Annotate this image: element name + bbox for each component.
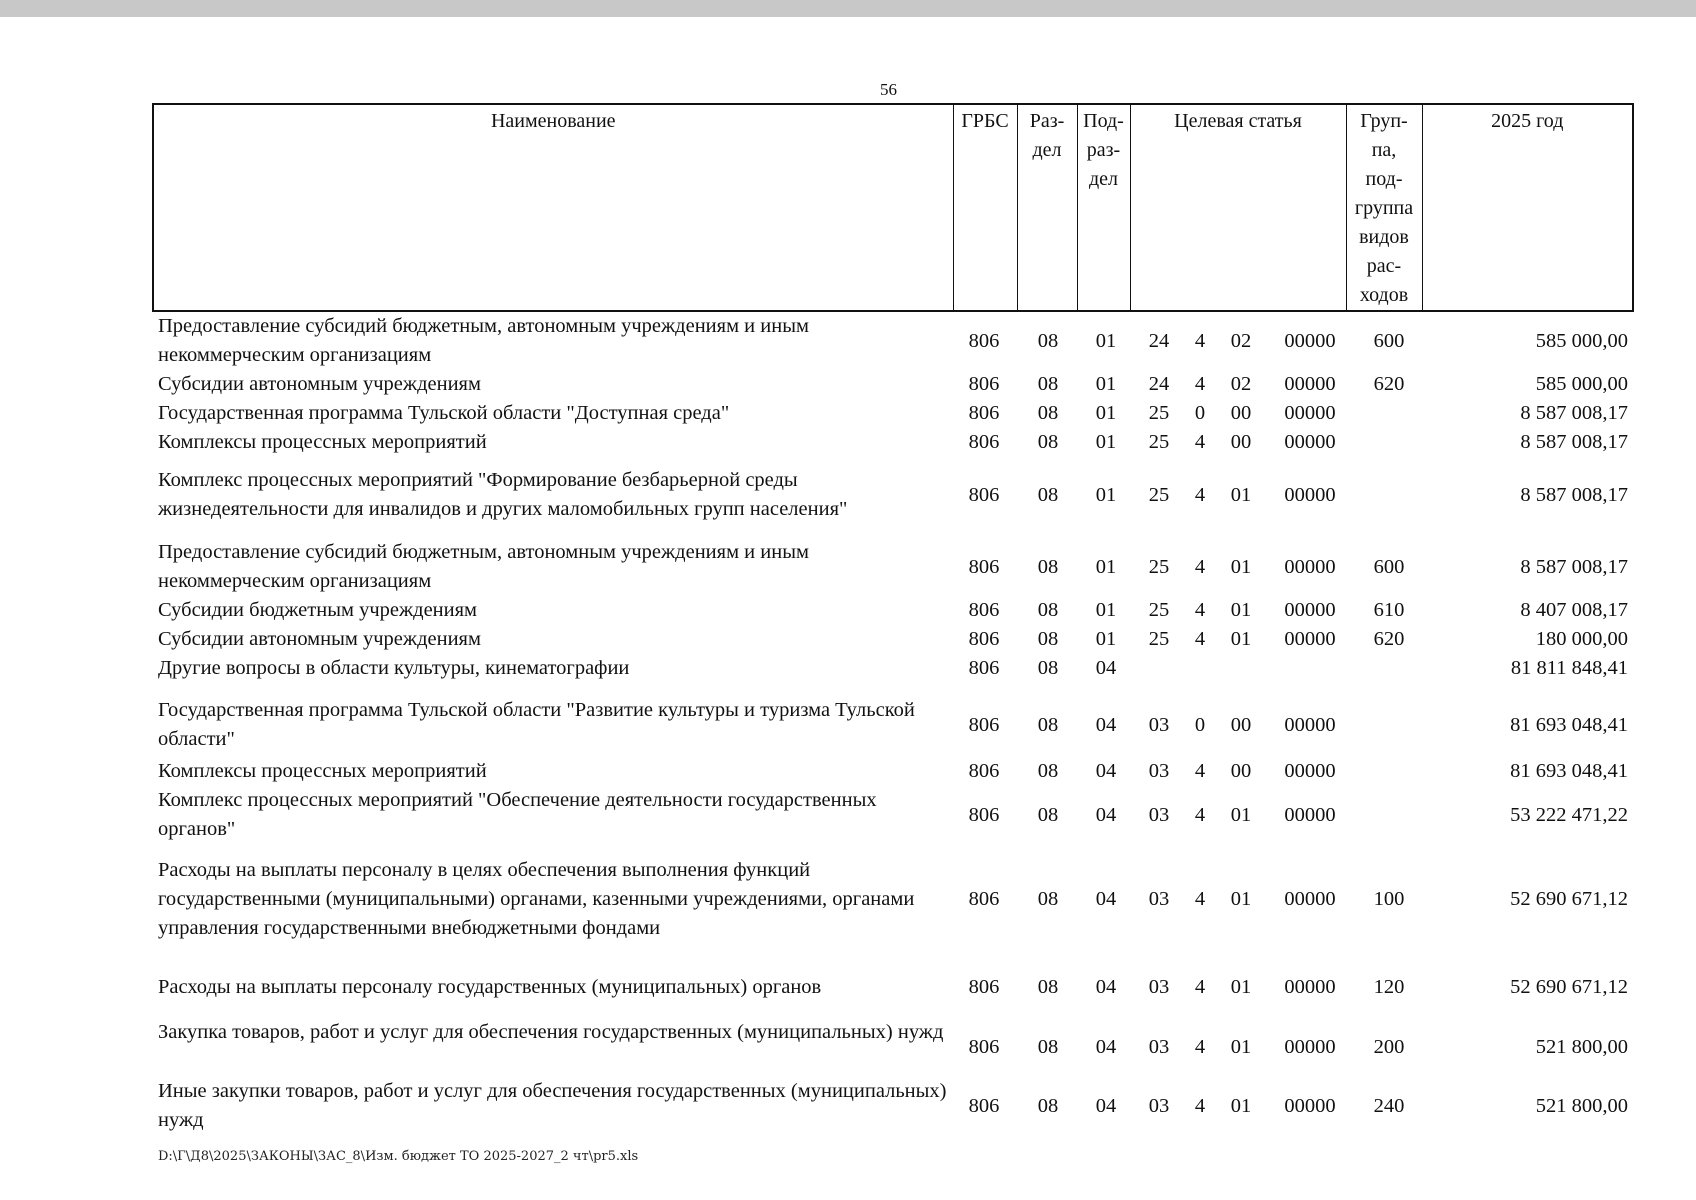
row-t2: 0 [1194,714,1206,736]
row-t3: 00 [1230,431,1252,453]
row-group: 610 [1373,599,1405,621]
row-name: Государственная программа Тульской области "Доступная среда" [158,402,730,424]
row-amount: 53 222 471,22 [1510,804,1628,826]
row-name: Комплексы процессных мероприятий [158,760,487,782]
row-t1: 25 [1148,402,1170,424]
row-name: Государственная программа Тульской области "Развитие культуры и туризма Тульской области" [158,699,915,750]
row-amount: 8 587 008,17 [1520,556,1628,578]
row-t1: 25 [1148,556,1170,578]
row-t1: 25 [1148,599,1170,621]
row-t4: 00000 [1284,760,1336,782]
row-t1: 03 [1148,1036,1170,1058]
table-row [152,1077,1632,1135]
row-podrazdel: 04 [1095,976,1117,998]
row-t4: 00000 [1284,373,1336,395]
row-t3: 01 [1230,888,1252,910]
row-t4: 00000 [1284,556,1336,578]
row-t1: 03 [1148,976,1170,998]
row-razdel: 08 [1037,373,1059,395]
row-t3: 00 [1230,714,1252,736]
table-row [152,1018,1632,1076]
table-row [152,466,1632,524]
row-razdel: 08 [1037,976,1059,998]
table-row [152,538,1632,596]
table-row [152,654,1632,683]
row-group: 240 [1373,1095,1405,1117]
row-razdel: 08 [1037,599,1059,621]
page-number: 56 [880,80,897,99]
row-t2: 4 [1194,599,1206,621]
row-t1: 24 [1148,330,1170,352]
row-amount: 81 693 048,41 [1510,760,1628,782]
table-row [152,596,1632,625]
row-t4: 00000 [1284,714,1336,736]
row-t3: 00 [1230,402,1252,424]
row-name: Другие вопросы в области культуры, кинематографии [158,657,630,679]
row-podrazdel: 04 [1095,888,1117,910]
row-grbs: 806 [968,330,1000,352]
row-razdel: 08 [1037,760,1059,782]
row-t2: 4 [1194,556,1206,578]
row-grbs: 806 [968,402,1000,424]
row-t1: 03 [1148,760,1170,782]
row-group: 100 [1373,888,1405,910]
row-t4: 00000 [1284,330,1336,352]
row-amount: 8 587 008,17 [1520,484,1628,506]
row-t3: 01 [1230,976,1252,998]
header-grbs: ГРБС [953,104,1017,311]
row-t3: 01 [1230,599,1252,621]
row-t2: 4 [1194,1095,1206,1117]
row-group: 600 [1373,556,1405,578]
row-t4: 00000 [1284,976,1336,998]
row-t3: 00 [1230,760,1252,782]
row-podrazdel: 01 [1095,599,1117,621]
row-t2: 4 [1194,804,1206,826]
row-grbs: 806 [968,599,1000,621]
row-name: Субсидии бюджетным учреждениям [158,599,478,621]
row-razdel: 08 [1037,330,1059,352]
row-t4: 00000 [1284,1036,1336,1058]
row-t1: 25 [1148,628,1170,650]
row-t3: 01 [1230,628,1252,650]
row-t4: 00000 [1284,804,1336,826]
row-group: 600 [1373,330,1405,352]
row-grbs: 806 [968,556,1000,578]
row-grbs: 806 [968,657,1000,679]
header-target: Целевая статья [1130,104,1346,311]
row-razdel: 08 [1037,888,1059,910]
header-name: Наименование [490,110,616,132]
row-name: Предоставление субсидий бюджетным, автономным учреждениям и иным некоммерческим организациям [158,315,809,366]
row-grbs: 806 [968,714,1000,736]
row-amount: 8 407 008,17 [1520,599,1628,621]
row-t1: 03 [1148,804,1170,826]
row-name: Субсидии автономным учреждениям [158,373,481,395]
row-name: Расходы на выплаты персоналу в целях обеспечения выполнения функций государственными (муниципальными) органами, казенными учреждениями, органами управления государственными внебюджетными фондами [158,859,915,939]
row-razdel: 08 [1037,484,1059,506]
row-amount: 52 690 671,12 [1510,976,1628,998]
row-t1: 03 [1148,888,1170,910]
table-row [152,625,1632,654]
row-name: Иные закупки товаров, работ и услуг для обеспечения государственных (муниципальных) нужд [158,1080,947,1131]
row-podrazdel: 01 [1095,330,1117,352]
row-amount: 52 690 671,12 [1510,888,1628,910]
row-name: Расходы на выплаты персоналу государственных (муниципальных) органов [158,976,822,998]
row-grbs: 806 [968,431,1000,453]
row-name: Закупка товаров, работ и услуг для обеспечения государственных (муниципальных) нужд [158,1021,944,1043]
footer-file-path: D:\Г\Д8\2025\ЗАКОНЫ\ЗАС_8\Изм. бюджет ТО 2025-2027_2 чт\pr5.xls [158,1149,639,1164]
row-amount: 8 587 008,17 [1520,402,1628,424]
row-t4: 00000 [1284,599,1336,621]
row-podrazdel: 04 [1095,804,1117,826]
row-grbs: 806 [968,760,1000,782]
row-t2: 4 [1194,888,1206,910]
row-t1: 25 [1148,484,1170,506]
row-grbs: 806 [968,888,1000,910]
row-razdel: 08 [1037,556,1059,578]
row-podrazdel: 04 [1095,714,1117,736]
row-grbs: 806 [968,373,1000,395]
row-t4: 00000 [1284,484,1336,506]
table-header [152,103,1634,312]
header-group: Груп- па, под- группа видов рас- ходов [1346,104,1422,311]
table-row [152,312,1632,370]
row-amount: 521 800,00 [1535,1095,1628,1117]
table-row [152,399,1632,428]
row-amount: 81 693 048,41 [1510,714,1628,736]
row-group: 620 [1373,628,1405,650]
row-t3: 01 [1230,484,1252,506]
row-podrazdel: 01 [1095,628,1117,650]
row-group: 200 [1373,1036,1405,1058]
row-grbs: 806 [968,1095,1000,1117]
row-grbs: 806 [968,628,1000,650]
row-t3: 02 [1230,373,1252,395]
row-grbs: 806 [968,804,1000,826]
row-name: Комплекс процессных мероприятий "Формирование безбарьерной среды жизнедеятельности для инвалидов и других маломобильных групп населения" [158,469,848,520]
row-t4: 00000 [1284,888,1336,910]
row-group: 620 [1373,373,1405,395]
row-t3: 02 [1230,330,1252,352]
row-t3: 01 [1230,804,1252,826]
table-row [152,856,1632,943]
row-podrazdel: 01 [1095,431,1117,453]
row-t3: 01 [1230,1036,1252,1058]
row-podrazdel: 01 [1095,402,1117,424]
row-amount: 180 000,00 [1535,628,1628,650]
header-podrazdel: Под- раз- дел [1077,104,1130,311]
row-name: Комплексы процессных мероприятий [158,431,487,453]
row-t1: 25 [1148,431,1170,453]
row-t4: 00000 [1284,1095,1336,1117]
row-razdel: 08 [1037,714,1059,736]
row-t3: 01 [1230,1095,1252,1117]
row-t2: 4 [1194,431,1206,453]
row-t2: 4 [1194,373,1206,395]
row-grbs: 806 [968,1036,1000,1058]
table-row [152,786,1632,844]
header-razdel: Раз- дел [1017,104,1077,311]
table-row [152,757,1632,786]
row-razdel: 08 [1037,1036,1059,1058]
row-razdel: 08 [1037,431,1059,453]
row-t4: 00000 [1284,628,1336,650]
table-row [152,973,1632,1002]
row-t2: 0 [1194,402,1206,424]
row-amount: 585 000,00 [1535,373,1628,395]
row-podrazdel: 01 [1095,484,1117,506]
row-t1: 03 [1148,714,1170,736]
scan-top-band [0,0,1696,17]
row-t2: 4 [1194,1036,1206,1058]
row-podrazdel: 04 [1095,657,1117,679]
header-year: 2025 год [1422,104,1633,311]
row-t2: 4 [1194,760,1206,782]
row-razdel: 08 [1037,657,1059,679]
row-t2: 4 [1194,484,1206,506]
row-amount: 8 587 008,17 [1520,431,1628,453]
row-podrazdel: 04 [1095,1095,1117,1117]
row-podrazdel: 01 [1095,373,1117,395]
row-name: Комплекс процессных мероприятий "Обеспечение деятельности государственных органов" [158,789,877,840]
row-razdel: 08 [1037,402,1059,424]
row-t1: 03 [1148,1095,1170,1117]
row-podrazdel: 04 [1095,760,1117,782]
row-amount: 81 811 848,41 [1510,657,1628,679]
row-t2: 4 [1194,628,1206,650]
table-row [152,370,1632,399]
row-name: Субсидии автономным учреждениям [158,628,481,650]
row-amount: 585 000,00 [1535,330,1628,352]
row-razdel: 08 [1037,804,1059,826]
row-name: Предоставление субсидий бюджетным, автономным учреждениям и иным некоммерческим организациям [158,541,809,592]
row-t1: 24 [1148,373,1170,395]
row-razdel: 08 [1037,628,1059,650]
row-amount: 521 800,00 [1535,1036,1628,1058]
row-podrazdel: 01 [1095,556,1117,578]
row-podrazdel: 04 [1095,1036,1117,1058]
row-t3: 01 [1230,556,1252,578]
row-t2: 4 [1194,330,1206,352]
row-grbs: 806 [968,976,1000,998]
row-t4: 00000 [1284,402,1336,424]
row-group: 120 [1373,976,1405,998]
table-row [152,428,1632,457]
row-t2: 4 [1194,976,1206,998]
row-razdel: 08 [1037,1095,1059,1117]
table-row [152,696,1632,754]
row-t4: 00000 [1284,431,1336,453]
row-grbs: 806 [968,484,1000,506]
